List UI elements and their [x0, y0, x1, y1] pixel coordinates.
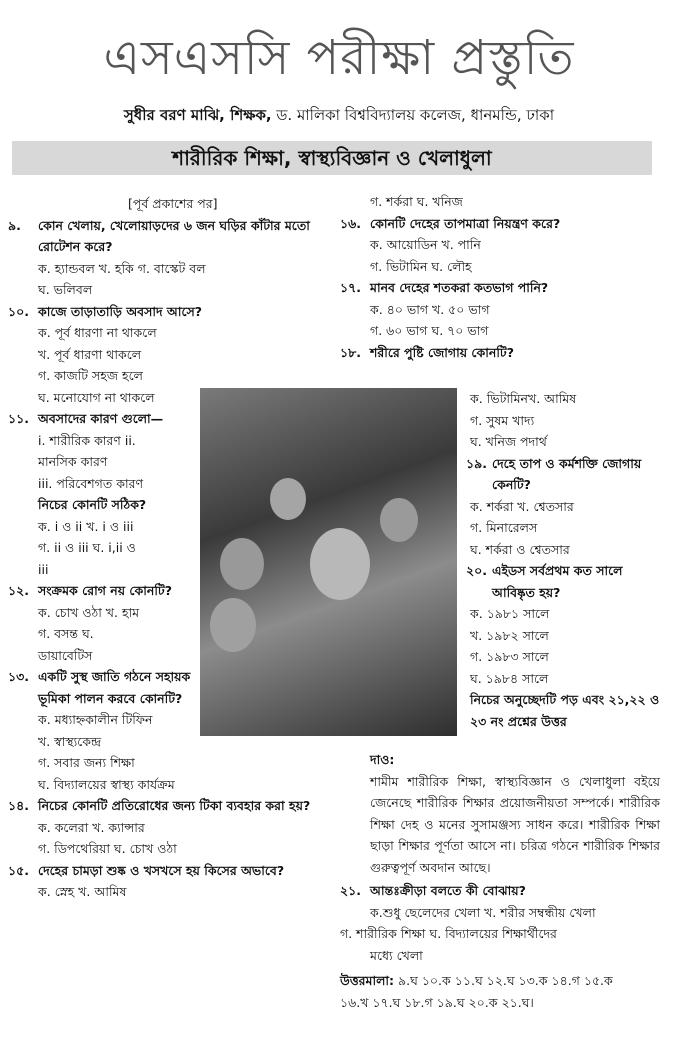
passage-text: শামীম শারীরিক শিক্ষা, স্বাস্থ্যবিজ্ঞান ও খেলাধুলা বইয়ে জেনেছে শারীরিক শিক্ষার প্রয়োজনীয়তা সম্পর্কে। শারীরিক শিক্ষা দেহ ও মনের সুসামঞ্জস্য সাধন করে। শারীরিক শিক্ষা ছাড়া শিক্ষার পূর্ণতা আসে না। চরিত্র গঠনে শারীরিক শিক্ষার গুরুত্বপূর্ণ অবদান আছে।	[370, 773, 660, 875]
question-text: কোন খেলায়, খেলোয়াড়দের ৬ জন ঘড়ির কাঁটার মতো রোটেশন করে?	[38, 217, 310, 254]
option-line: ঘ. মনোযোগ না থাকলে	[38, 389, 155, 405]
question-number: ১৬.	[340, 215, 361, 231]
question-19	[466, 453, 666, 496]
question-14	[8, 795, 328, 817]
option-line: ক. ১৯৮১ সালে	[470, 606, 550, 621]
question-number: ১৭.	[340, 280, 361, 295]
question-text: কোনটি দেহের তাপমাত্রা নিয়ন্ত্রণ করে?	[370, 215, 561, 231]
question-number: ১৯.	[466, 455, 487, 471]
question-text: একটি সুস্থ জাতি গঠনে সহায়ক ভূমিকা পালন করবে কোনটি?	[38, 669, 191, 706]
question-number: ১৮.	[340, 344, 361, 360]
option-line: iii	[38, 561, 49, 577]
option-line: ক. শর্করা খ. শ্বেতসার	[470, 498, 574, 514]
option-line: গ. শর্করা ঘ. খনিজ	[370, 194, 463, 209]
question-20	[466, 560, 666, 603]
option-line: খ. ১৯৮২ সালে	[470, 627, 549, 643]
question-number: ২১.	[340, 883, 361, 898]
option-line: গ. ভিটামিন ঘ. লৌহ	[370, 258, 472, 274]
answer-key-label: উত্তরমালা:	[340, 973, 395, 988]
option-line: গ. সবার জন্য শিক্ষা	[38, 755, 135, 770]
option-line: গ. ১৯৮৩ সালে	[470, 649, 549, 664]
option-line: ক. i ও ii খ. i ও iii	[38, 518, 134, 534]
option-line: গ. ডিপথেরিয়া ঘ. চোখ ওঠা	[38, 841, 177, 856]
option-line: ঘ. ১৯৮৪ সালে	[470, 670, 549, 686]
option-line: গ. বসন্ত ঘ.	[38, 626, 94, 641]
question-number: ১০.	[8, 303, 29, 319]
option-line: iii. পরিবেশগত কারণ	[38, 475, 144, 491]
question-text: দেহে তাপ ও কর্মশক্তি জোগায় কেনটি?	[492, 455, 642, 492]
option-line: ঘ. ভলিবল	[38, 282, 93, 297]
question-text: আন্তঃক্রীড়া বলতে কী বোঝায়?	[370, 883, 526, 898]
question-13	[8, 666, 208, 709]
question-17	[340, 277, 660, 299]
option-line: ঘ. খনিজ পদার্থ	[470, 434, 547, 449]
question-number: ১১.	[8, 411, 29, 426]
option-line: ক. মধ্যাহ্নকালীন টিফিন	[38, 712, 153, 727]
answer-key-line: ৯.ঘ ১০.ক ১১.ঘ ১২.ঘ ১৩.ক ১৪.গ ১৫.ক	[394, 973, 613, 988]
question-12	[8, 580, 208, 602]
option-line: খ. স্বাস্থ্যকেন্দ্র	[38, 733, 102, 749]
page-title: এসএসসি পরীক্ষা প্রস্তুতি	[103, 30, 575, 86]
option-line: মানসিক কারণ	[38, 454, 108, 469]
option-line: গ. ii ও iii ঘ. i,ii ও	[38, 540, 136, 555]
option-line: গ. শারীরিক শিক্ষা ঘ. বিদ্যালয়ের শিক্ষার্থীদের	[340, 926, 557, 941]
byline	[0, 104, 678, 129]
column-right-middle	[466, 388, 666, 732]
continued-note: [পূর্ব প্রকাশের পর]	[128, 196, 218, 211]
option-line: গ. কাজটি সহজ হলে	[38, 368, 143, 383]
option-line: গ. সুষম খাদ্য	[470, 412, 535, 428]
column-right-bottom	[340, 749, 660, 1013]
option-line: ক. পূর্ব ধারণা না থাকলে	[38, 325, 157, 340]
author-name: সুধীর বরণ মাঝি, শিক্ষক,	[123, 106, 272, 124]
option-line: i. শারীরিক কারণ ii.	[38, 432, 136, 448]
option-line: ক.শুধু ছেলেদের খেলা খ. শরীর সম্বন্ধীয় খেলা	[370, 904, 596, 920]
question-21	[340, 880, 660, 902]
column-right-top	[340, 191, 660, 363]
option-line: ক. হ্যান্ডবল খ. হকি গ. বাস্কেট বল	[38, 260, 206, 276]
option-line: ঘ. বিদ্যালয়ের স্বাস্থ্য কার্যক্রম	[38, 776, 175, 792]
question-text: শরীরে পুষ্টি জোগায় কোনটি?	[370, 344, 514, 360]
question-prompt: নিচের কোনটি সঠিক?	[38, 497, 147, 512]
option-line: ক. ৪০ ভাগ খ. ৫০ ভাগ	[370, 301, 490, 317]
question-number: ১২.	[8, 583, 29, 598]
option-line: ঘ. শর্করা ও শ্বেতসার	[470, 541, 570, 557]
option-line: ক. চোখ ওঠা খ. হাম	[38, 604, 140, 620]
question-number: ১৫.	[8, 862, 29, 878]
question-text: দেহের চামড়া শুষ্ক ও খসখসে হয় কিসের অভাবে?	[38, 862, 285, 878]
option-line: ক. ভিটামিনখ. আমিষ	[470, 391, 577, 406]
question-number: ১৩.	[8, 669, 29, 684]
answer-key-line: ১৬.খ ১৭.ঘ ১৮.গ ১৯.ঘ ২০.ক ২১.ঘ।	[340, 994, 534, 1010]
question-15	[8, 860, 328, 882]
passage-instruction-end: দাও:	[370, 752, 395, 767]
option-line: গ. ৬০ ভাগ ঘ. ৭০ ভাগ	[370, 323, 489, 338]
option-line: গ. মিনারেলস	[470, 520, 538, 535]
question-16	[340, 213, 660, 235]
crowd-photo	[200, 388, 457, 736]
question-18	[340, 342, 660, 364]
author-affiliation: ড. মালিকা বিশ্ববিদ্যালয় কলেজ, ধানমন্ডি, ঢাকা	[271, 106, 555, 124]
answer-key	[340, 970, 660, 992]
question-number: ১৪.	[8, 798, 29, 813]
question-9	[8, 215, 328, 258]
subject-banner: শারীরিক শিক্ষা, স্বাস্থ্যবিজ্ঞান ও খেলাধুলা	[12, 141, 652, 175]
question-10	[8, 301, 328, 323]
question-number: ৯.	[8, 217, 21, 233]
question-text: অবসাদের কারণ গুলো—	[38, 411, 164, 426]
option-line: ডায়াবেটিস	[38, 647, 93, 663]
question-text: এইডস সর্বপ্রথম কত সালে আবিষ্কৃত হয়?	[492, 563, 623, 600]
option-line: খ. পূর্ব ধারণা থাকলে	[38, 346, 142, 362]
question-text: মানব দেহের শতকরা কতভাগ পানি?	[370, 280, 549, 295]
option-line: ক. কলেরা খ. ক্যান্সার	[38, 819, 145, 835]
question-number: ২০.	[466, 563, 488, 578]
question-text: সংক্রমক রোগ নয় কোনটি?	[38, 583, 172, 598]
option-line: ক. আয়োডিন খ. পানি	[370, 237, 481, 252]
option-line: মধ্যে খেলা	[370, 947, 423, 963]
option-line: ক. স্নেহ খ. আমিষ	[38, 884, 127, 899]
question-text: নিচের কোনটি প্রতিরোধের জন্য টিকা ব্যবহার করা হয়?	[38, 798, 311, 813]
question-text: কাজে তাড়াতাড়ি অবসাদ আসে?	[38, 303, 203, 319]
passage-instruction: নিচের অনুচ্ছেদটি পড় এবং ২১,২২ ও ২৩ নং প্রশ্নের উত্তর	[470, 692, 660, 729]
